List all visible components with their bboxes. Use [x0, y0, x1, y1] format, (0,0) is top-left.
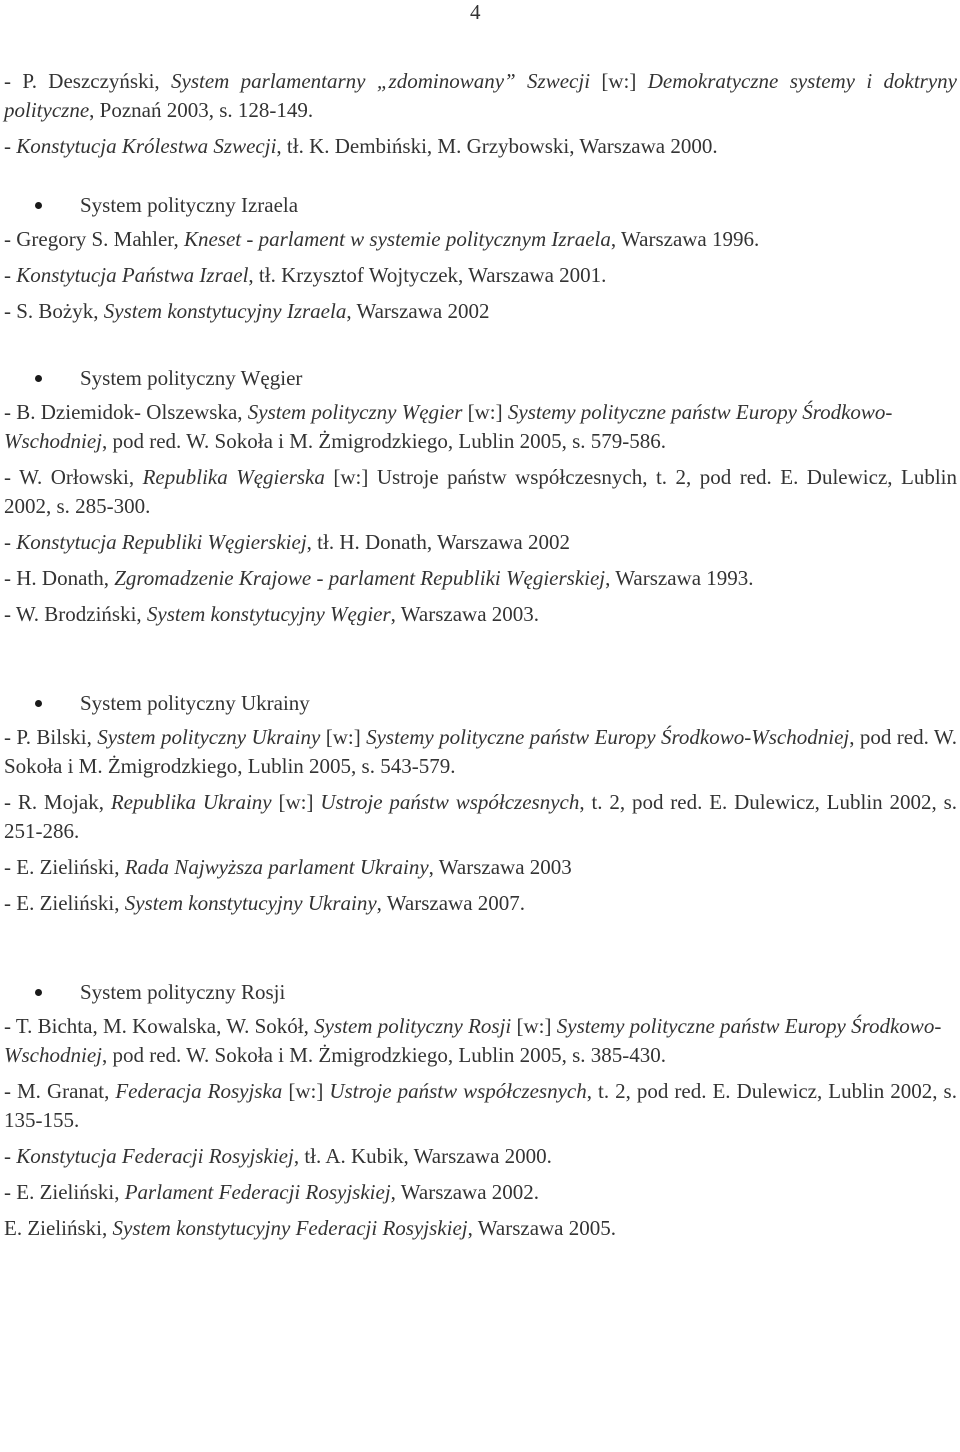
- citation-title: - Konstytucja Państwa Izrael: [4, 263, 249, 287]
- citation-title: Republika Ukrainy: [110, 790, 272, 814]
- citation-author: - W. Orłowski,: [4, 465, 143, 489]
- citation-title: System polityczny Węgier: [247, 400, 463, 424]
- citation-details: , Warszawa 2003.: [390, 602, 540, 626]
- bibliography-entry: [4, 889, 957, 918]
- citation-details: [w:]: [271, 790, 321, 814]
- bibliography: [4, 67, 957, 1243]
- citation-author: - T. Bichta, M. Kowalska, W. Sokół,: [4, 1014, 315, 1038]
- section-heading: [4, 191, 957, 220]
- citation-details: [w:]: [462, 400, 508, 424]
- section-entries: [4, 723, 957, 918]
- citation-publication: , Poznań 2003, s. 128-149.: [89, 98, 314, 122]
- citation-details: , Warszawa 2007.: [376, 891, 526, 915]
- citation-author: - S. Bożyk,: [4, 299, 104, 323]
- page-number: 4: [470, 0, 481, 24]
- citation-title: System parlamentarny „zdominowany” Szwecji: [171, 69, 591, 93]
- section-heading-text: System polityczny Ukrainy: [80, 691, 310, 715]
- citation-author: - E. Zieliński,: [4, 891, 125, 915]
- bibliography-entry: [4, 723, 957, 781]
- citation-source-title: Demokratyczne systemy i doktryny polityczne: [4, 69, 957, 122]
- citation-title: Republika Węgierska: [142, 465, 325, 489]
- citation-details: , tł. A. Kubik, Warszawa 2000.: [293, 1144, 552, 1168]
- citation-details: [w:]: [320, 725, 367, 749]
- citation-details: , Warszawa 1996.: [610, 227, 760, 251]
- citation-author: - B. Dziemidok- Olszewska,: [4, 400, 248, 424]
- citation-author: - P. Bilski,: [4, 725, 98, 749]
- section-heading: [4, 689, 957, 718]
- citation-details: , tł. H. Donath, Warszawa 2002: [306, 530, 570, 554]
- bibliography-entry: [4, 398, 957, 456]
- citation-details: , Warszawa 2005.: [467, 1216, 616, 1240]
- citation-details: , tł. Krzysztof Wojtyczek, Warszawa 2001.: [248, 263, 607, 287]
- bibliography-entry: [4, 1178, 957, 1207]
- citation-author: - Gregory S. Mahler,: [4, 227, 184, 251]
- bibliography-entry: [4, 297, 957, 326]
- bullet-icon: [35, 989, 42, 996]
- section-entries: [4, 1012, 957, 1243]
- citation-author: - H. Donath,: [4, 566, 115, 590]
- bibliography-entry: [4, 1077, 957, 1135]
- citation-details: , Warszawa 2003: [428, 855, 572, 879]
- citation-publication: , t. 2, pod red. E. Dulewicz, Lublin 2002, s. 135-155.: [4, 1079, 957, 1132]
- citation-author: - W. Brodziński,: [4, 602, 147, 626]
- citation-title: System polityczny Ukrainy: [97, 725, 321, 749]
- intro-entry: [4, 67, 957, 125]
- section-heading-text: System polityczny Izraela: [80, 193, 299, 217]
- citation-source-title: Systemy polityczne państw Europy Środkowo-Wschodniej: [366, 725, 850, 749]
- citation-title: System polityczny Rosji: [314, 1014, 512, 1038]
- citation-title: System konstytucyjny Federacji Rosyjskiej: [112, 1216, 468, 1240]
- citation-source-title: Ustroje państw współczesnych: [320, 790, 580, 814]
- citation-title: - Konstytucja Królestwa Szwecji: [4, 134, 277, 158]
- citation-source-title: Ustroje państw współczesnych: [329, 1079, 587, 1103]
- section-entries: [4, 398, 957, 629]
- section-heading-text: System polityczny Węgier: [80, 366, 303, 390]
- section-heading-text: System polityczny Rosji: [80, 980, 286, 1004]
- intro-entry: [4, 132, 957, 161]
- citation-author: - E. Zieliński,: [4, 1180, 125, 1204]
- bibliography-entry: [4, 1142, 957, 1171]
- citation-title: Kneset - parlament w systemie politycznym Izraela: [183, 227, 611, 251]
- citation-title: System konstytucyjny Węgier: [146, 602, 391, 626]
- bibliography-entry: [4, 225, 957, 254]
- citation-details: [w:] Ustroje państw współczesnych, t. 2, pod red. E. Dulewicz, Lublin 2002, s. 285-300.: [4, 465, 957, 518]
- bibliography-entry: [4, 564, 957, 593]
- citation-publication: , pod red. W. Sokoła i M. Żmigrodzkiego, Lublin 2005, s. 543-579.: [4, 725, 958, 778]
- citation-details: , Warszawa 1993.: [605, 566, 754, 590]
- bibliography-entry: [4, 528, 957, 557]
- section-heading: [4, 978, 957, 1007]
- citation-title: Zgromadzenie Krajowe - parlament Republiki Węgierskiej: [114, 566, 606, 590]
- citation-source-title: Systemy polityczne państw Europy Środkowo- Wschodniej: [4, 1014, 942, 1067]
- citation-author: - M. Granat,: [4, 1079, 116, 1103]
- citation-author: E. Zieliński,: [4, 1216, 113, 1240]
- citation-publication: , t. 2, pod red. E. Dulewicz, Lublin 2002, s. 251-286.: [4, 790, 958, 843]
- citation-details: , Warszawa 2002: [346, 299, 490, 323]
- citation-author: - E. Zieliński,: [4, 855, 125, 879]
- bibliography-entry: [4, 853, 957, 882]
- bibliography-entry: [4, 1012, 957, 1070]
- citation-details: [w:]: [511, 1014, 557, 1038]
- citation-details: , Warszawa 2002.: [390, 1180, 540, 1204]
- citation-title: Federacja Rosyjska: [115, 1079, 283, 1103]
- citation-author: - R. Mojak,: [4, 790, 111, 814]
- citation-publication: , pod red. W. Sokoła i M. Żmigrodzkiego, Lublin 2005, s. 579-586.: [101, 429, 667, 453]
- citation-details: [w:]: [282, 1079, 330, 1103]
- citation-publication: , pod red. W. Sokoła i M. Żmigrodzkiego, Lublin 2005, s. 385-430.: [101, 1043, 667, 1067]
- citation-title: - Konstytucja Republiki Węgierskiej: [4, 530, 307, 554]
- citation-title: Parlament Federacji Rosyjskiej: [124, 1180, 391, 1204]
- citation-title: System konstytucyjny Ukrainy: [124, 891, 377, 915]
- bullet-icon: [35, 202, 42, 209]
- citation-source-title: Systemy polityczne państw Europy Środkowo- Wschodniej: [4, 400, 893, 453]
- bibliography-entry: [4, 261, 957, 290]
- bullet-icon: [35, 700, 42, 707]
- citation-author: - P. Deszczyński,: [4, 69, 172, 93]
- bibliography-entry: [4, 1214, 957, 1243]
- bibliography-entry: [4, 463, 957, 521]
- citation-details: , tł. K. Dembiński, M. Grzybowski, Warszawa 2000.: [276, 134, 718, 158]
- bullet-icon: [35, 375, 42, 382]
- bibliography-entry: [4, 788, 957, 846]
- section-heading: [4, 364, 957, 393]
- citation-title: System konstytucyjny Izraela: [103, 299, 347, 323]
- section-entries: [4, 225, 957, 326]
- citation-title: - Konstytucja Federacji Rosyjskiej: [4, 1144, 294, 1168]
- citation-details: [w:]: [590, 69, 648, 93]
- citation-title: Rada Najwyższa parlament Ukrainy: [124, 855, 429, 879]
- bibliography-entry: [4, 600, 957, 629]
